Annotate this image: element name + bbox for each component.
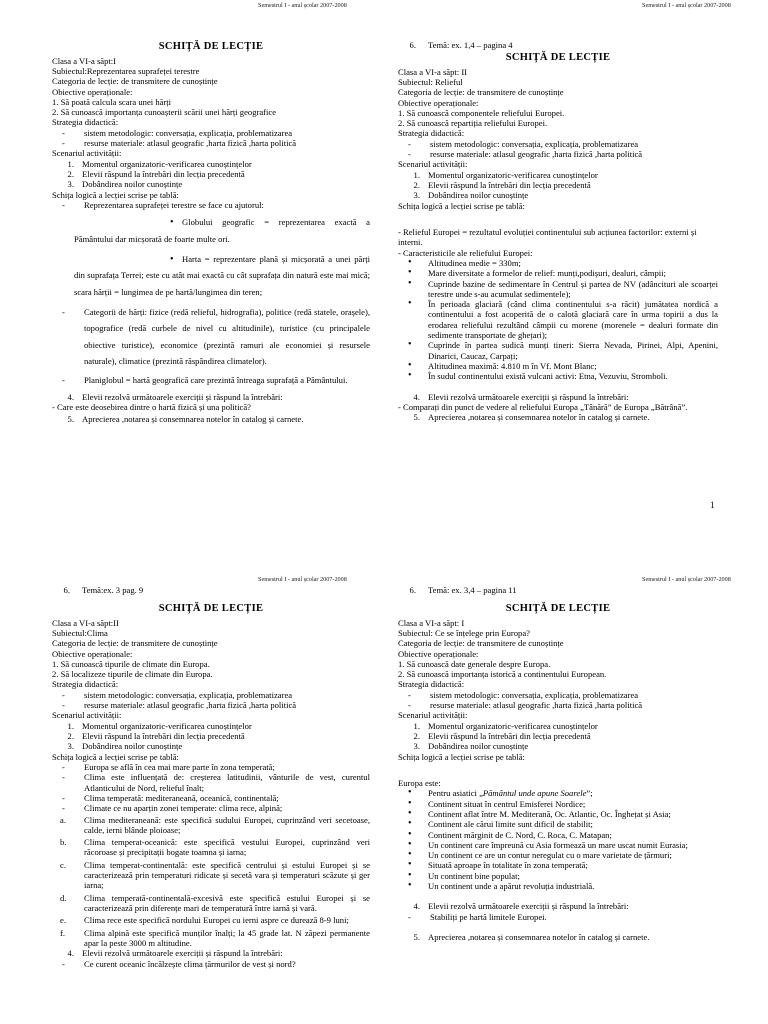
lesson-plan-panel-1 bbox=[52, 40, 370, 510]
climate-type: a. Clima mediteraneană: este specifică sudului Europei, cuprinzând veri secetoase, calde, ierni blânde ploioase; bbox=[60, 814, 370, 835]
scenario-item: 3. Dobândirea noilor cunoștințe bbox=[413, 741, 529, 752]
scenario-item: 1. Momentul organizatoric-verificarea cunoștințelor bbox=[67, 720, 252, 731]
scenario-item: 1. Momentul organizatoric-verificarea cunoștințelor bbox=[413, 169, 598, 180]
relief-definition: - Relieful Europei = rezultatul evoluției continentului sub acțiunea factorilor: externi și interni. bbox=[398, 226, 697, 248]
europa-bullet: • Continent mărginit de C. Nord, C. Roca, C. Matapan; bbox=[398, 830, 718, 840]
scenario-item: 2. Elevii răspund la întrebări din lecția precedentă bbox=[413, 731, 591, 742]
evaluation-item: 5. Aprecierea ,notarea și consemnarea notelor în catalog și carnete. bbox=[413, 412, 650, 423]
exercise-question: - Care este deosebirea dintre o hartă fizică și una politică? bbox=[52, 401, 251, 412]
info-line: Strategia didactică: bbox=[398, 679, 465, 690]
scenario-item: 1. Momentul organizatoric-verificarea cunoștințelor bbox=[413, 720, 598, 731]
evaluation-item: 5. Aprecierea ,notarea și consemnarea notelor în catalog și carnete. bbox=[413, 932, 650, 943]
info-line: Subiectul:Clima bbox=[52, 627, 108, 638]
relief-bullet: • Cuprinde bazine de sedimentare în Centrul și partea de NV (adâncituri ale scoarței terestre unde s-au acumulat sedimentele); bbox=[398, 279, 718, 300]
relief-bullet: • În perioada glaciară (când clima continentului s-a răcit) jumătatea nordică a continentului a fost acoperită de o calotă glaciară care în urma topirii a dus la erodarea reliefului rezultând câmpii cu morene (morenele = dealuri formate din sedimente transportate de ghețari); bbox=[398, 299, 718, 340]
exercise-question: - Comparați din punct de vedere al reliefului Europa „Tânără” de Europa „Bătrână”. bbox=[398, 401, 688, 412]
map-definition: • Harta = reprezentare plană și micșorată a unei părți din suprafața Terrei; este cu atât mai exactă cu cât suprafața din natură este mai mică; scara hărții = lungimea de pe hartă/lungimea din teren; bbox=[52, 251, 370, 300]
info-line: 1. Să cunoască tipurile de climate din Europa. bbox=[52, 658, 210, 669]
climate-type: d. Clima temperată-continentală-excesivă este specifică estului Europei și se caracterizează prin diferențe mari de temperatură între iarnă și vară. bbox=[60, 892, 370, 914]
climate-type: e. Clima rece este specifică nordului Europei cu ierni aspre ce durează 8-9 luni; bbox=[60, 915, 349, 926]
info-line: Subiectul: Ce se înțelege prin Europa? bbox=[398, 627, 530, 638]
exercise-item: 4. Elevii rezolvă următoarele exerciții și răspund la întrebări: bbox=[67, 948, 283, 959]
map-categories: - Categorii de hărți: fizice (redă relieful, hidrografia), politice (redă statele, orașele), topografice (redă curbele de nivel cu altitudinile), turistice (cu principalele obiective turistice), economice (prezintă ramuri ale economiei și resursele naturale), climatice (prezintă răspândirea climatelor). bbox=[52, 304, 370, 369]
globe-definition: • Globului geografic = reprezentarea exactă a Pământului dar micșorată de foarte multe ori. bbox=[52, 214, 370, 247]
strategy-item: - sistem metodologic: conversația, explicația, problematizarea bbox=[398, 690, 718, 700]
europa-bullet: • Un continent bine populat; bbox=[398, 871, 718, 881]
europa-bullet: • Un continent ce are un contur neregulat cu o mare varietate de țărmuri; bbox=[398, 850, 718, 860]
header-semester-1: Semestrul I - anul școlar 2007-2008 bbox=[258, 2, 347, 9]
header-semester-4: Semestrul I - anul școlar 2007-2008 bbox=[642, 576, 731, 583]
page-number: 1 bbox=[710, 500, 715, 510]
info-line: 1. Să poată calcula scara unei hărți bbox=[52, 96, 172, 107]
evaluation-item: 5. Aprecierea ,notarea și consemnarea notelor în catalog și carnete. bbox=[67, 414, 304, 425]
exercise-item: 4. Elevii rezolvă următoarele exerciții și răspund la întrebări: bbox=[67, 391, 283, 402]
climate-type: b. Clima temperat-oceanică: este specifică vestului Europei, cuprinzând veri răcoroase și precipitații bogate toamna și iarna; bbox=[60, 837, 370, 858]
strategy-item: - resurse materiale: atlasul geografic ,harta fizică ,harta politică bbox=[52, 138, 370, 148]
europa-bullet: • Pentru asiatici „Pământul unde apune Soarele”; bbox=[398, 788, 718, 798]
strategy-item: - resurse materiale: atlasul geografic ,harta fizică ,harta politică bbox=[398, 700, 718, 710]
europa-bullet: • Situată aproape în totalitate în zona temperată; bbox=[398, 860, 718, 870]
schema-label: Schița logică a lecției scrise pe tablă: bbox=[398, 200, 525, 211]
info-line: Obiective operaționale: bbox=[398, 648, 479, 659]
europa-bullet: • Un continent care împreună cu Asia formează un mare uscat numit Eurasia; bbox=[398, 840, 718, 850]
info-line: Strategia didactică: bbox=[52, 679, 119, 690]
header-semester-3: Semestrul I - anul școlar 2007-2008 bbox=[258, 576, 347, 583]
info-line: 1. Să cunoască date generale despre Europa. bbox=[398, 658, 551, 669]
europa-bullet: • Un continent unde a apărut revoluția industrială. bbox=[398, 881, 718, 891]
homework-topic: 6. Temă: ex. 3,4 – pagina 11 bbox=[409, 585, 517, 595]
climate-fact: - Europa se află în cea mai mare parte în zona temperată; bbox=[52, 762, 370, 772]
relief-bullet: • Mare diversitate a formelor de relief: munți,podișuri, dealuri, câmpii; bbox=[398, 268, 718, 278]
info-line: Subiectul: Relieful bbox=[398, 76, 463, 87]
scenario-item: 3. Dobândirea noilor cunoștințe bbox=[413, 190, 529, 201]
strategy-item: - sistem metodologic: conversația, explicația, problematizarea bbox=[398, 139, 718, 149]
info-line: 2. Să cunoască repartiția reliefului Europei. bbox=[398, 118, 548, 129]
homework-topic: 6. Temă: ex. 1,4 – pagina 4 bbox=[409, 40, 513, 50]
climate-fact: - Climate ce nu aparțin zonei temperate: clima rece, alpină; bbox=[52, 803, 370, 813]
header-semester-2: Semestrul I - anul școlar 2007-2008 bbox=[642, 2, 731, 9]
lesson-plan-panel-3 bbox=[52, 585, 370, 1024]
scenario-label: Scenariul activității: bbox=[398, 710, 468, 721]
info-line: Obiective operaționale: bbox=[52, 86, 133, 97]
schema-label: Schița logică a lecției scrise pe tablă: bbox=[52, 751, 179, 762]
exercise-item: 4. Elevii rezolvă următoarele exerciții și răspund la întrebări: bbox=[413, 901, 629, 912]
info-line: 1. Să cunoască componentele reliefului Europei. bbox=[398, 107, 565, 118]
scenario-item: 2. Elevii răspund la întrebări din lecția precedentă bbox=[67, 169, 245, 180]
info-line: Categoria de lecție: de transmitere de cunoștințe bbox=[52, 638, 218, 649]
info-line: Categoria de lecție: de transmitere de cunoștințe bbox=[52, 76, 218, 87]
scenario-item: 2. Elevii răspund la întrebări din lecția precedentă bbox=[67, 731, 245, 742]
lesson-plan-panel-4 bbox=[398, 585, 718, 1024]
planiglob-definition: - Planiglobul = hartă geografică care prezintă întreaga suprafață a Pământului. bbox=[52, 372, 370, 388]
scenario-label: Scenariul activității: bbox=[398, 159, 468, 170]
scenario-label: Scenariul activității: bbox=[52, 710, 122, 721]
strategy-item: - sistem metodologic: conversația, explicația, problematizarea bbox=[52, 690, 370, 700]
relief-bullet: • Altitudinea medie = 330m; bbox=[398, 258, 718, 268]
lesson-plan-panel-2 bbox=[398, 40, 718, 500]
relief-bullet: • Altitudinea maximă: 4.810 m în Vf. Mont Blanc; bbox=[398, 361, 718, 371]
exercise-question: - Ce curent oceanic încălzește clima țărmurilor de vest și nord? bbox=[52, 959, 370, 969]
scenario-label: Scenariul activității: bbox=[52, 148, 122, 159]
scenario-item: 1. Momentul organizatoric-verificarea cunoștințelor bbox=[67, 158, 252, 169]
exercise-question: - Stabiliți pe hartă limitele Europei. bbox=[398, 912, 718, 922]
scenario-item: 3. Dobândirea noilor cunoștințe bbox=[67, 179, 183, 190]
climate-type: c. Clima temperat-continentală: este specifică centrului și estului Europei și se caracterizează prin temperaturi ridicate și secetă vara și temperaturi scăzute și ger iarna; bbox=[60, 859, 370, 891]
info-line: Clasa a VI-a săpt:I bbox=[52, 55, 117, 66]
relief-bullet: • Cuprinde în partea sudică munți tineri: Sierra Nevada, Pirinei, Alpi, Apenini, Dinarici, Caucaz, Carpați; bbox=[398, 340, 718, 361]
info-line: Strategia didactică: bbox=[52, 117, 119, 128]
characteristics-label: - Caracteristicile ale reliefului Europei: bbox=[398, 247, 533, 258]
climate-type: f. Clima alpină este specifică munților înalți; la 45 grade lat. N zăpezi permanente apar la peste 3000 m altitudine. bbox=[60, 927, 370, 948]
lesson-title: SCHIȚĂ DE LECȚIE bbox=[505, 52, 611, 63]
info-line: Obiective operaționale: bbox=[398, 97, 479, 108]
europa-bullet: • Continent ale cărui limite sunt dificil de stabilit; bbox=[398, 819, 718, 829]
scenario-item: 2. Elevii răspund la întrebări din lecția precedentă bbox=[413, 180, 591, 191]
info-line: 2. Să cunoască importanța istorică a continentului European. bbox=[398, 669, 607, 680]
climate-fact: - Clima temperată: mediteraneană, oceanică, continentală; bbox=[52, 793, 370, 803]
strategy-item: - resurse materiale: atlasul geografic ,harta fizică ,harta politică bbox=[52, 700, 370, 710]
europa-bullet: • Continent situat în centrul Emisferei Nordice; bbox=[398, 799, 718, 809]
schema-label: Schița logică a lecției scrise pe tablă: bbox=[52, 189, 179, 200]
climate-fact: - Clima este influențată de: creșterea latitudinii, vânturile de vest, curentul Atlanticului de Nord, relieful înalt; bbox=[52, 772, 370, 793]
info-line: Categoria de lecție: de transmitere de cunoștințe bbox=[398, 638, 564, 649]
info-line: Obiective operaționale: bbox=[52, 648, 133, 659]
info-line: Subiectul:Reprezentarea suprafeței terestre bbox=[52, 65, 200, 76]
strategy-item: - resurse materiale: atlasul geografic ,harta fizică ,harta politică bbox=[398, 149, 718, 159]
info-line: Categoria de lecție: de transmitere de cunoștințe bbox=[398, 87, 564, 98]
info-line: 2. Să cunoască importanța cunoașterii scării unei hărți geografice bbox=[52, 107, 277, 118]
europa-label: Europa este: bbox=[398, 777, 441, 788]
schema-label: Schița logică a lecției scrise pe tablă: bbox=[398, 751, 525, 762]
info-line: Clasa a VI-a săpt:II bbox=[52, 617, 119, 628]
info-line: Clasa a VI-a săpt: II bbox=[398, 66, 468, 77]
europa-bullet: • Continent aflat între M. Mediterană, Oc. Atlantic, Oc. Înghețat și Asia; bbox=[398, 809, 718, 819]
info-line: 2. Să localizeze tipurile de climate din Europa. bbox=[52, 669, 213, 680]
relief-bullet: • În sudul continentului există vulcani activi: Etna, Vezuviu, Stromboli. bbox=[398, 371, 718, 381]
info-line: Clasa a VI-a săpt: I bbox=[398, 617, 465, 628]
lesson-title: SCHIȚĂ DE LECȚIE bbox=[158, 41, 264, 52]
lesson-title: SCHIȚĂ DE LECȚIE bbox=[505, 603, 611, 614]
exercise-item: 4. Elevii rezolvă următoarele exerciții și răspund la întrebări: bbox=[413, 391, 629, 402]
lesson-title: SCHIȚĂ DE LECȚIE bbox=[158, 603, 264, 614]
scenario-item: 3. Dobândirea noilor cunoștințe bbox=[67, 741, 183, 752]
strategy-item: - sistem metodologic: conversația, explicația, problematizarea bbox=[52, 128, 370, 138]
info-line: Strategia didactică: bbox=[398, 128, 465, 139]
homework-topic: 6. Temă:ex. 3 pag. 9 bbox=[63, 585, 144, 595]
schema-item: - Reprezentarea suprafeței terestre se face cu ajutorul: bbox=[52, 200, 370, 210]
